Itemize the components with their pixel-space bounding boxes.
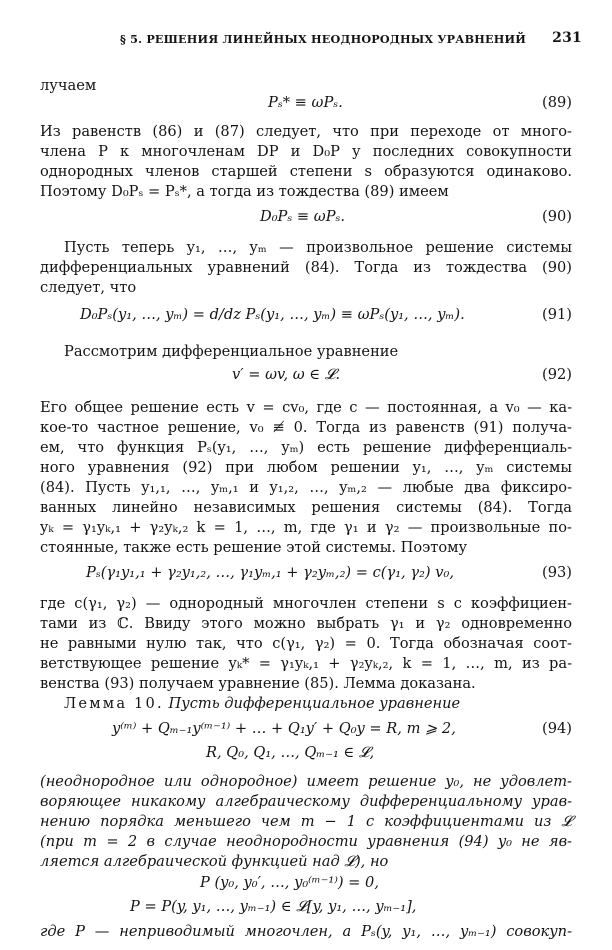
formula-p-definition: P = P(y, y₁, …, yₘ₋₁) ∈ 𝓛[y, y₁, …, yₘ₋₁], — [130, 898, 417, 915]
text-line: Пусть теперь y₁, …, yₘ — произвольное решение системы — [64, 239, 572, 256]
text-line: (при m = 2 в случае неоднородности уравнения (94) y₀ не яв- — [40, 833, 572, 850]
text-line: стоянные, также есть решение этой системы. Поэтому — [40, 539, 468, 556]
text-line: члена P к многочленам DP и D₀P у последних совокупности — [40, 143, 572, 160]
text-line: кое-то частное решение, v₀ ≢ 0. Тогда из равенств (91) получа- — [40, 419, 572, 436]
text-line: Его общее решение есть v = cv₀, где c — постоянная, а v₀ — ка- — [40, 399, 572, 416]
text-line: где c(γ₁, γ₂) — однородный многочлен степени s с коэффициен- — [40, 595, 572, 612]
text-line: нению порядка меньшего чем m − 1 с коэффициентами из 𝓛 — [40, 813, 572, 830]
text-line: тами из ℂ. Ввиду этого можно выбрать γ₁ и γ₂ одновременно — [40, 615, 572, 632]
text-line: не равными нулю так, что c(γ₁, γ₂) = 0. Тогда обозначая соот- — [40, 635, 572, 652]
text-line: ем, что функция Pₛ(y₁, …, yₘ) есть решение дифференциаль- — [40, 439, 572, 456]
formula-91: D₀Pₛ(y₁, …, yₘ) = d/dz Pₛ(y₁, …, yₘ) ≡ ωPₛ(y₁, …, yₘ). — [80, 306, 465, 323]
page-number: 231 — [552, 30, 582, 46]
text-line: (84). Пусть y₁,₁, …, yₘ,₁ и y₁,₂, …, yₘ,₂ — любые два фиксиро- — [40, 479, 572, 496]
text-line: воряющее никакому алгебраическому дифференциальному урав- — [40, 793, 572, 810]
text-line: венства (93) получаем уравнение (85). Лемма доказана. — [40, 675, 476, 692]
text-line: лучаем — [40, 77, 97, 94]
equation-number-92: (92) — [542, 366, 572, 383]
running-header — [90, 30, 582, 50]
text-line: (неоднородное или однородное) имеет решение y₀, не удовлет- — [40, 773, 572, 790]
formula-89: Pₛ* ≡ ωPₛ. — [268, 94, 343, 111]
formula-p-relation: P (y₀, y₀′, …, y₀⁽ᵐ⁻¹⁾) = 0, — [200, 874, 379, 891]
equation-number-93: (93) — [542, 564, 572, 581]
text-line: ного уравнения (92) при любом решении y₁, …, yₘ системы — [40, 459, 572, 476]
section-title: § 5. РЕШЕНИЯ ЛИНЕЙНЫХ НЕОДНОРОДНЫХ УРАВНЕНИЙ — [120, 32, 527, 46]
lemma-label: Лемма 10. — [64, 695, 164, 712]
text-line: следует, что — [40, 279, 137, 296]
text-line: ветствующее решение yₖ* = γ₁yₖ,₁ + γ₂yₖ,₂, k = 1, …, m, из ра- — [40, 655, 572, 672]
text-line: ванных линейно независимых решения системы (84). Тогда — [40, 499, 572, 516]
formula-94-line1: y⁽ᵐ⁾ + Qₘ₋₁y⁽ᵐ⁻¹⁾ + … + Q₁y′ + Q₀y = R, m ⩾ 2, — [112, 720, 456, 737]
text-line: однородных членов старшей степени s образуются одинаково. — [40, 163, 572, 180]
text-line: ляется алгебраической функцией над 𝓛), но — [40, 853, 389, 870]
equation-number-90: (90) — [542, 208, 572, 225]
lemma-heading — [64, 694, 572, 714]
lemma-statement-start: Пусть дифференциальное уравнение — [163, 695, 461, 712]
formula-90: D₀Pₛ ≡ ωPₛ. — [260, 208, 346, 225]
text-line: дифференциальных уравнений (84). Тогда из тождества (90) — [40, 259, 572, 276]
equation-number-91: (91) — [542, 306, 572, 323]
equation-number-89: (89) — [542, 94, 572, 111]
text-line: Рассмотрим дифференциальное уравнение — [64, 343, 399, 360]
formula-94-line2: R, Q₀, Q₁, …, Qₘ₋₁ ∈ 𝓛, — [206, 744, 375, 761]
text-line: Поэтому D₀Pₛ = Pₛ*, а тогда из тождества (89) имеем — [40, 183, 449, 200]
equation-number-94: (94) — [542, 720, 572, 737]
formula-92: v′ = ωv, ω ∈ 𝓛. — [232, 366, 340, 383]
text-line: yₖ = γ₁yₖ,₁ + γ₂yₖ,₂ k = 1, …, m, где γ₁ и γ₂ — произвольные по- — [40, 519, 572, 536]
text-line: где P — неприводимый многочлен, а Pₛ(y, y₁, …, yₘ₋₁) совокуп- — [40, 923, 572, 940]
formula-93: Pₛ(γ₁y₁,₁ + γ₂y₁,₂, …, γ₁yₘ,₁ + γ₂yₘ,₂) = c(γ₁, γ₂) v₀, — [86, 564, 454, 581]
text-line: Из равенств (86) и (87) следует, что при переходе от много- — [40, 123, 572, 140]
